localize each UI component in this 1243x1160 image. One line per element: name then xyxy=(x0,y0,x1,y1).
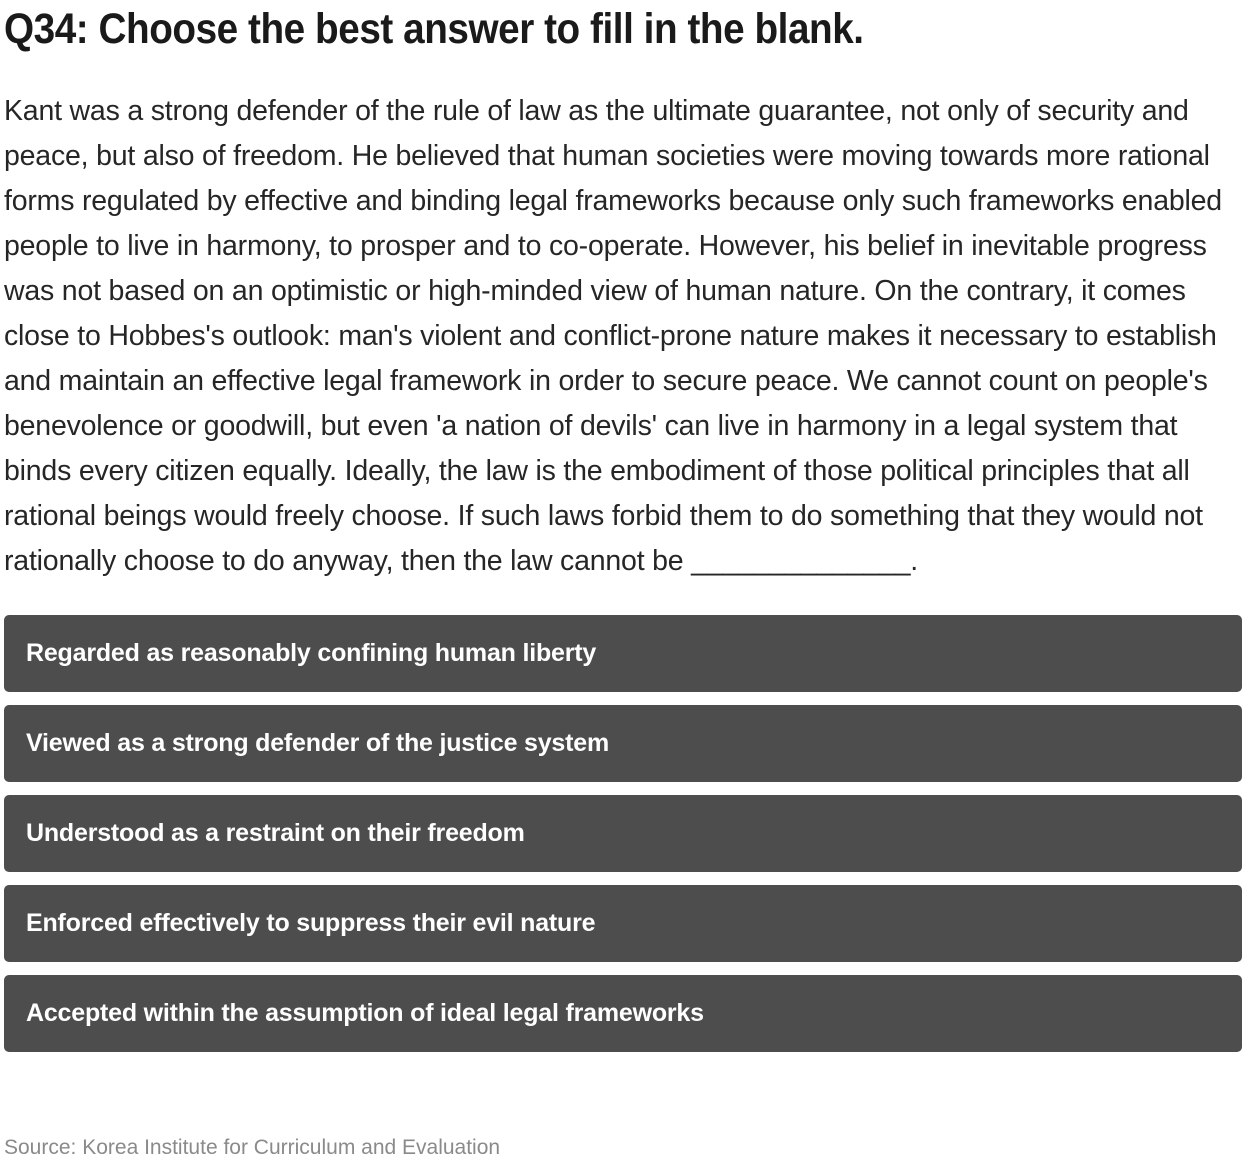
quiz-page xyxy=(4,0,1242,1052)
answer-option-5[interactable] xyxy=(4,975,1242,1052)
source-credit: Source: Korea Institute for Curriculum and Evaluation xyxy=(4,1136,501,1159)
answer-option-4[interactable] xyxy=(4,885,1242,962)
question-title: Q34: Choose the best answer to fill in the blank. xyxy=(4,5,864,53)
answer-option-label: Enforced effectively to suppress their evil nature xyxy=(26,909,596,937)
answer-option-label: Regarded as reasonably confining human liberty xyxy=(26,639,597,667)
answer-option-label: Understood as a restraint on their freedom xyxy=(26,819,525,847)
answer-option-2[interactable] xyxy=(4,705,1242,782)
answer-option-label: Viewed as a strong defender of the justice system xyxy=(26,729,609,757)
answer-option-1[interactable] xyxy=(4,615,1242,692)
question-passage: Kant was a strong defender of the rule of law as the ultimate guarantee, not only of security and peace, but also of freedom. He believed that human societies were moving towards more rational forms regulated by effective and binding legal frameworks because only such frameworks enabled people to live in harmony, to prosper and to co-operate. However, his belief in inevitable progress was not based on an optimistic or high-minded view of human nature. On the contrary, it comes close to Hobbes's outlook: man's violent and conflict-prone nature makes it necessary to establish and maintain an effective legal framework in order to secure peace. We cannot count on people's benevolence or goodwill, but even 'a nation of devils' can live in harmony in a legal system that binds every citizen equally. Ideally, the law is the embodiment of those political principles that all rational beings would freely choose. If such laws forbid them to do something that they would not rationally choose to do anyway, then the law cannot be ______________. xyxy=(4,95,1222,577)
answer-options xyxy=(4,615,1242,1052)
answer-option-3[interactable] xyxy=(4,795,1242,872)
answer-option-label: Accepted within the assumption of ideal legal frameworks xyxy=(26,999,704,1027)
